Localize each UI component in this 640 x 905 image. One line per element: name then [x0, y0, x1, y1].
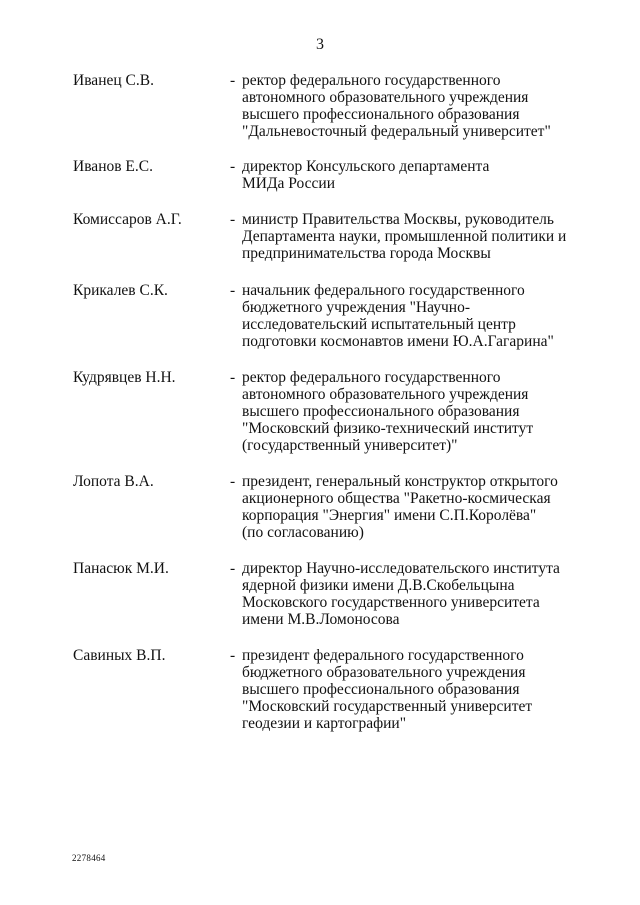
description-line: директор Научно-исследовательского института	[242, 560, 560, 577]
member-description	[242, 369, 573, 454]
description-line: Департамента науки, промышленной политики и	[242, 228, 567, 245]
description-line: высшего профессионального образования	[242, 106, 520, 123]
member-name: Савиных В.П.	[73, 647, 166, 664]
member-description	[242, 282, 573, 350]
member-description	[242, 647, 573, 732]
member-description	[242, 158, 573, 192]
description-line: подготовки космонавтов имени Ю.А.Гагарина"	[242, 333, 554, 350]
member-entry	[73, 282, 573, 350]
page-number: 3	[316, 36, 324, 53]
dash: -	[230, 473, 236, 490]
member-name: Кудрявцев Н.Н.	[73, 369, 176, 386]
description-line: (государственный университет)"	[242, 437, 458, 454]
description-line: ректор федерального государственного	[242, 369, 501, 386]
member-entry	[73, 647, 573, 732]
member-description	[242, 560, 573, 628]
description-line: высшего профессионального образования	[242, 403, 520, 420]
dash: -	[230, 211, 236, 228]
dash: -	[230, 560, 236, 577]
description-line: "Московский государственный университет	[242, 698, 533, 715]
description-line: Московского государственного университета	[242, 594, 540, 611]
document-code: 2278464	[72, 853, 106, 863]
member-entry	[73, 72, 573, 140]
dash: -	[230, 72, 236, 89]
description-line: (по согласованию)	[242, 524, 364, 541]
description-line: ректор федерального государственного	[242, 72, 501, 89]
member-name: Иванец С.В.	[73, 72, 154, 89]
description-line: министр Правительства Москвы, руководитель	[242, 211, 554, 228]
dash: -	[230, 282, 236, 299]
dash: -	[230, 369, 236, 386]
description-line: автономного образовательного учреждения	[242, 386, 529, 403]
member-entry	[73, 560, 573, 628]
description-line: "Московский физико-технический институт	[242, 420, 534, 437]
description-line: высшего профессионального образования	[242, 681, 520, 698]
description-line: корпорация "Энергия" имени С.П.Королёва"	[242, 507, 537, 524]
description-line: геодезии и картографии"	[242, 715, 407, 732]
description-line: президент, генеральный конструктор открытого	[242, 473, 558, 490]
description-line: МИДа России	[242, 175, 336, 192]
member-entry	[73, 473, 573, 541]
description-line: "Дальневосточный федеральный университет"	[242, 123, 551, 140]
description-line: президент федерального государственного	[242, 647, 524, 664]
member-name: Лопота В.А.	[73, 473, 154, 490]
description-line: автономного образовательного учреждения	[242, 89, 529, 106]
description-line: бюджетного учреждения "Научно-	[242, 299, 470, 316]
member-description	[242, 211, 573, 262]
description-line: начальник федерального государственного	[242, 282, 525, 299]
member-description	[242, 473, 573, 541]
member-name: Иванов Е.С.	[73, 158, 153, 175]
member-name: Комиссаров А.Г.	[73, 211, 182, 228]
member-name: Крикалев С.К.	[73, 282, 168, 299]
description-line: ядерной физики имени Д.В.Скобельцына	[242, 577, 515, 594]
description-line: акционерного общества "Ракетно-космическая	[242, 490, 551, 507]
member-entry	[73, 158, 573, 192]
member-name: Панасюк М.И.	[73, 560, 169, 577]
dash: -	[230, 158, 236, 175]
description-line: предпринимательства города Москвы	[242, 245, 491, 262]
description-line: имени М.В.Ломоносова	[242, 611, 400, 628]
dash: -	[230, 647, 236, 664]
description-line: директор Консульского департамента	[242, 158, 490, 175]
member-entry	[73, 211, 573, 262]
description-line: бюджетного образовательного учреждения	[242, 664, 526, 681]
description-line: исследовательский испытательный центр	[242, 316, 516, 333]
members-list	[73, 72, 573, 732]
member-entry	[73, 369, 573, 454]
member-description	[242, 72, 573, 140]
